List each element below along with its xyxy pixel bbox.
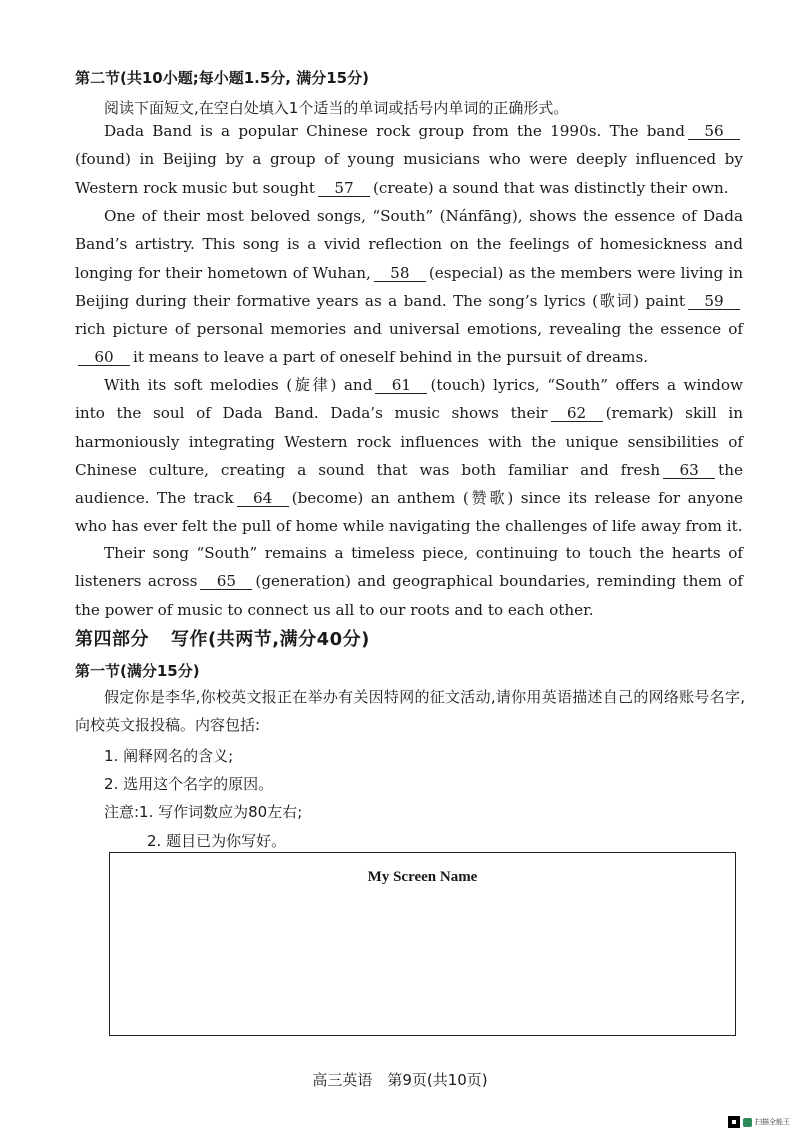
text-run: (especial) as the members were living in Beijing during their formative years as a band. The song’s lyrics (歌词) paint [75,263,743,310]
text-run: With its soft melodies (旋律) and [104,376,373,394]
blank-64[interactable]: 64 [237,490,289,507]
text-run: it means to leave a part of oneself behind in the pursuit of dreams. [133,348,649,367]
part4-title: 写作(共两节,满分40分) [171,629,370,650]
text-run: Their song “South” remains a timeless piece, continuing to touch the hearts of listeners across [75,544,743,591]
passage-paragraph-2 [75,202,743,372]
blank-63[interactable]: 63 [663,462,715,479]
part4-heading [75,625,370,651]
blank-65[interactable]: 65 [200,573,252,590]
part4-label: 第四部分 [75,629,149,650]
page-footer: 高三英语 第9页(共10页) [312,1071,488,1089]
text-run: the audience. The track [75,460,743,508]
answer-box-title: My Screen Name [367,869,478,885]
qr-code-icon [728,1116,740,1128]
requirement-1: 1. 阐释网名的含义; [104,747,234,765]
writing-task: 假定你是李华,你校英文报正在举办有关因特网的征文活动,请你用英语描述自己的网络账号名字,向校英文报投稿。内容包括: [75,688,745,734]
text-run: Dada Band is a popular Chinese rock group from the 1990s. The band [104,122,685,140]
passage-paragraph-3 [75,371,743,541]
scanner-watermark [728,1116,790,1128]
watermark-text: 扫描全能王 [755,1118,790,1126]
note-1: 注意:1. 写作词数应为80左右; [104,803,303,821]
text-run: rich picture of personal memories and universal emotions, revealing the essence of [75,320,743,339]
answer-box[interactable] [109,852,736,1036]
blank-57[interactable]: 57 [318,180,370,197]
text-run: (generation) and geographical boundaries, reminding them of the power of music to connect us all to our roots and to each other. [75,572,743,619]
text-run: One of their most beloved songs, “South” (Nánfāng), shows the essence of Dada Band’s artistry. This song is a vivid reflection on the feelings of homesickness and longing for their hometown of Wuhan, [75,207,743,282]
text-run: (remark) skill in harmoniously integrating Western rock influences with the unique sensibilities of Chinese culture, creating a sound that was both familiar and fresh [75,404,743,479]
blank-61[interactable]: 61 [375,377,427,394]
text-run: (touch) lyrics, “South” offers a window into the soul of Dada Band. Dada’s music shows their [75,376,743,423]
text-run: (create) a sound that was distinctly their own. [372,178,729,197]
text-run: (become) an anthem (赞歌) since its release for anyone who has ever felt the pull of home while navigating the challenges of life away from it. [75,489,743,536]
blank-62[interactable]: 62 [551,405,603,422]
blank-56[interactable]: 56 [688,123,740,140]
scanner-logo-icon [743,1118,752,1127]
requirement-2: 2. 选用这个名字的原因。 [104,775,274,793]
passage-paragraph-4 [75,539,743,624]
blank-59[interactable]: 59 [688,293,740,310]
blank-58[interactable]: 58 [374,265,426,282]
note-2: 2. 题目已为你写好。 [147,832,287,850]
blank-60[interactable]: 60 [78,349,130,366]
section2-instruction: 阅读下面短文,在空白处填入1个适当的单词或括号内单词的正确形式。 [104,99,569,117]
section1-title: 第一节(满分15分) [75,662,200,680]
text-run: (found) in Beijing by a group of young musicians who were deeply influenced by Western rock music but sought [75,150,743,197]
passage-paragraph-1 [75,117,743,202]
section2-title: 第二节(共10小题;每小题1.5分, 满分15分) [75,69,369,87]
